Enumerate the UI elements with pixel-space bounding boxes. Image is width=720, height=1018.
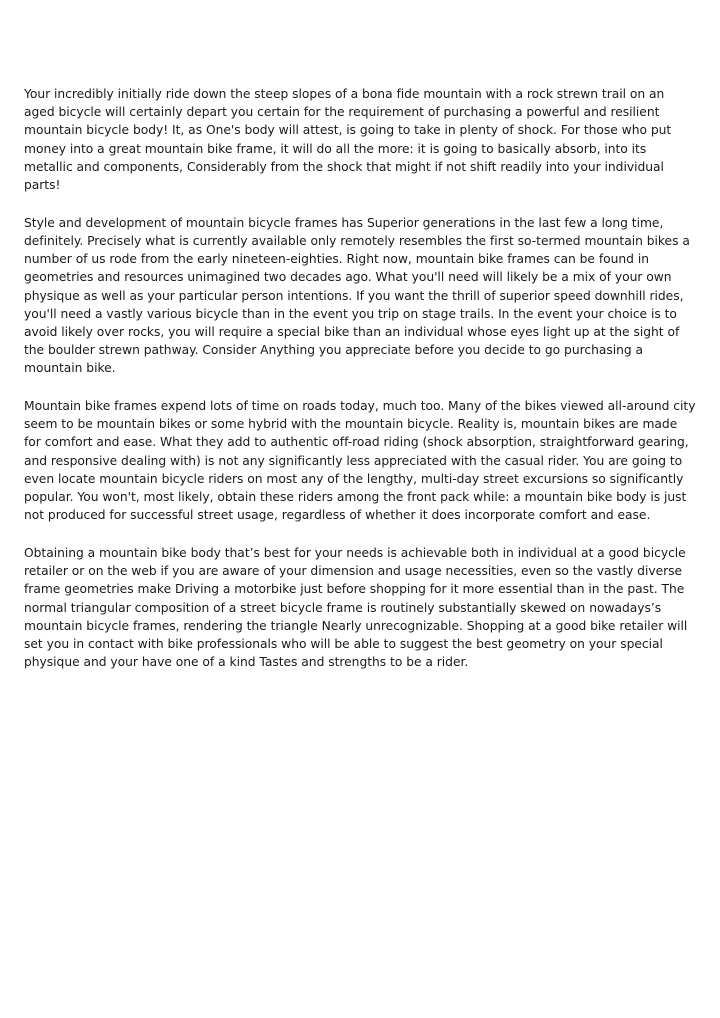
paragraph-1: Your incredibly initially ride down the steep slopes of a bona fide mountain with a rock strewn trail on an aged bicycle will certainly depart you certain for the requirement of purchasing a powerful and resilient mountain bicycle body! It, as One's body will attest, is going to take in plenty of shock. For those who put money into a great mountain bike frame, it will do all the more: it is going to basically absorb, into its metallic and components, Considerably from the shock that might if not shift readily into your individual parts!: [24, 87, 672, 193]
placeholder-glyph-icon: [24, 44, 696, 62]
document-page: [24, 44, 696, 691]
paragraph-2-before-link: Style and development of mountain bicycle frames has Superior generations in the last few a long time, definitely. Precisely what is currently available only remotely resembles the first so-termed mountain bikes a number of us rode from the early nineteen-eighties. Right now, mountain bike frames can be found in geometries and resources unimagined two decades ago. What you'll need will likely be a mix of: [24, 215, 690, 285]
paragraph-2-after-link: your own physique as well as your particular person intentions. If you want the thrill of superior speed downhill rides, you'll need a vastly various bicycle than in the event you trip on stage trails. In the event your choice is to avoid likely over rocks, you will require a special bike than an individual whose eyes light up at the sight of the boulder strewn pathway. Consider Anything you appreciate before you decide to go purchasing a mountain bike.: [24, 270, 684, 376]
paragraph-4: Obtaining a mountain bike body that’s best for your needs is achievable both in individual at a good bicycle retailer or on the web if you are aware of your dimension and usage necessities, even so the vastly diverse frame geometries make Driving a motorbike just before shopping for it more essential than in the past. The normal triangular composition of a street bicycle frame is routinely substantially skewed on nowadays’s mountain bicycle frames, rendering the triangle Nearly unrecognizable. Shopping at a good bike retailer will set you in contact with bike professionals who will be able to suggest the best geometry on your special physique and your have one of a kind Tastes and strengths to be a rider.: [24, 545, 688, 670]
paragraph-2: [24, 214, 696, 378]
paragraph-3: Mountain bike frames expend lots of time on roads today, much too. Many of the bikes viewed all-around city seem to be mountain bikes or some hybrid with the mountain bicycle. Reality is, mountain bikes are made for comfort and ease. What they add to authentic off-road riding (shock absorption, straightforward gearing, and responsive dealing with) is not any significantly less appreciated with the casual rider. You are going to even locate mountain bicycle riders on most any of the lengthy, multi-day street excursions so significantly popular. You won't, most likely, obtain these riders among the front pack while: a mountain bike body is just not produced for successful street usage, regardless of whether it does incorporate comfort and ease.: [24, 399, 696, 523]
